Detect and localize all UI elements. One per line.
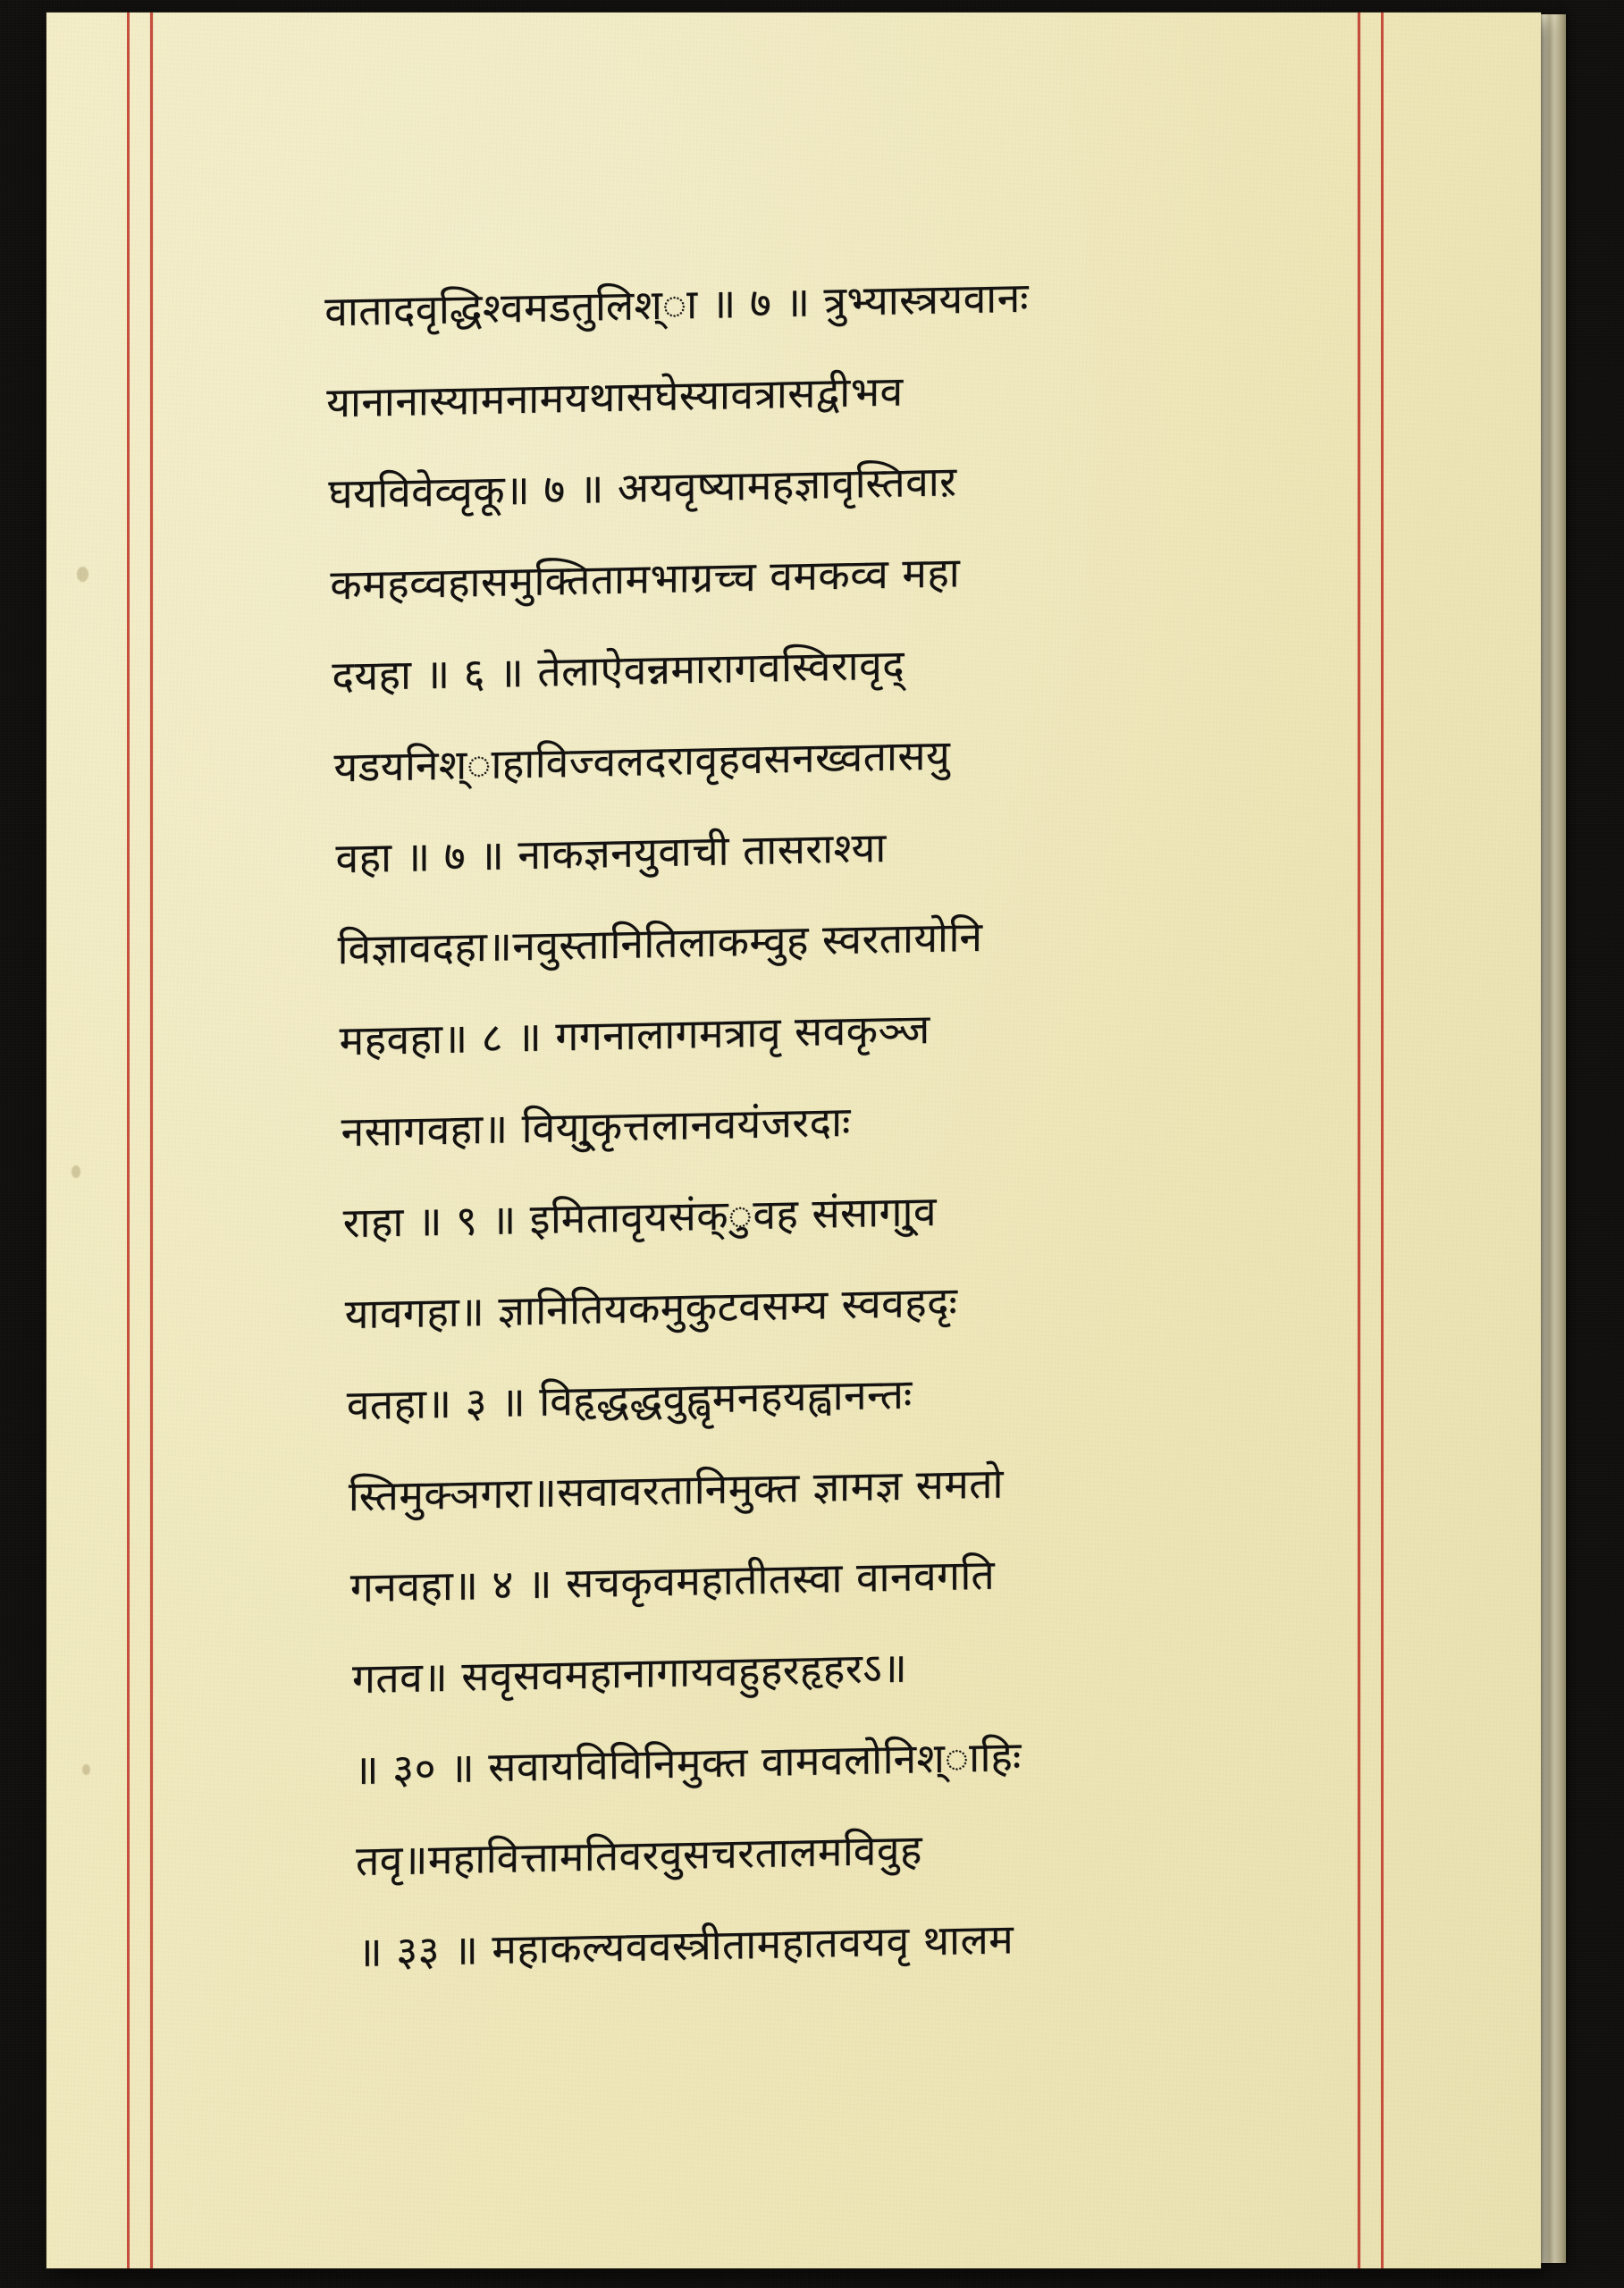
text-line: विज्ञावदहा॥नवुस्तानितिलाकम्वुह स्वरतायोनि: [337, 912, 983, 974]
margin-rule-left-outer: [127, 13, 130, 2268]
text-line: महवहा॥ ८ ॥ गगनालागमत्रावृ सवकृञ्ज: [339, 1004, 930, 1065]
text-line: गतव॥ सवृसवमहानागायवहुहरहृहरऽ॥: [351, 1643, 908, 1703]
text-line: दयहा ॥ ६ ॥ तेलाऐवन्नमारागवस्विरावृद्: [332, 640, 905, 701]
text-line: तवृ॥महावित्तामतिवरवुसचरतालमविवुह: [355, 1825, 922, 1886]
text-line: स्तिमुक्ञगरा॥सवावरतानिमुक्त ज्ञामज्ञ समतो: [348, 1459, 1004, 1521]
text-line: ॥ ३३ ॥ महाकल्यववस्त्रीतामहातवयवृ थालम: [357, 1914, 1014, 1977]
text-line: वातादवृद्धिश्वमडतुलिश्ा ॥ ७ ॥ त्रुभ्यास्त्रयवानः: [324, 273, 1029, 336]
paper-blemish: [82, 1764, 90, 1775]
text-line: यानानास्यामनामयथासघेस्यावत्रासद्वीभव: [326, 366, 904, 427]
text-line: यावगहा॥ ज्ञानितियकमुकुटवसम्य स्ववहदृः: [344, 1277, 958, 1339]
text-line: कमहव्वहासमुक्तितामभाग्रच्च वमकव्व महा: [330, 548, 961, 610]
text-line: यडयनिश्ाहाविज्वलदरावृहवसनख्वतासयु: [333, 730, 951, 792]
margin-rule-left-inner: [150, 13, 153, 2268]
text-line: राहा ॥ ९ ॥ इमितावृयसंक्ुवह संसागा्ुव: [342, 1186, 937, 1248]
paper-blemish: [72, 1165, 80, 1178]
text-line: नसागवहा॥ विया्ुकृत्तलानवयंजरदाः: [341, 1097, 851, 1157]
text-line: वतहा॥ ३ ॥ विहृद्धद्धवुह्वृमनहयह्वानन्तः: [346, 1369, 913, 1430]
text-block: [324, 271, 1360, 2015]
text-line: घयविवेव्वृकू॥ ७ ॥ अयवृष्यामहज्ञावृस्तिवाऱ: [328, 457, 957, 518]
margin-rule-right-outer: [1381, 13, 1384, 2268]
manuscript-leaf: [46, 13, 1541, 2268]
text-line: वहा ॥ ७ ॥ नाकज्ञनयुवाची तासराश्या: [335, 822, 887, 883]
text-line: गनवहा॥ ४ ॥ सचकृवमहातीतस्वा वानवगति: [349, 1550, 996, 1612]
paper-blemish: [77, 567, 88, 582]
text-line: ॥ ३० ॥ सवायविविनिमुक्त वामवलोनिश्ाहिः: [353, 1732, 1022, 1795]
